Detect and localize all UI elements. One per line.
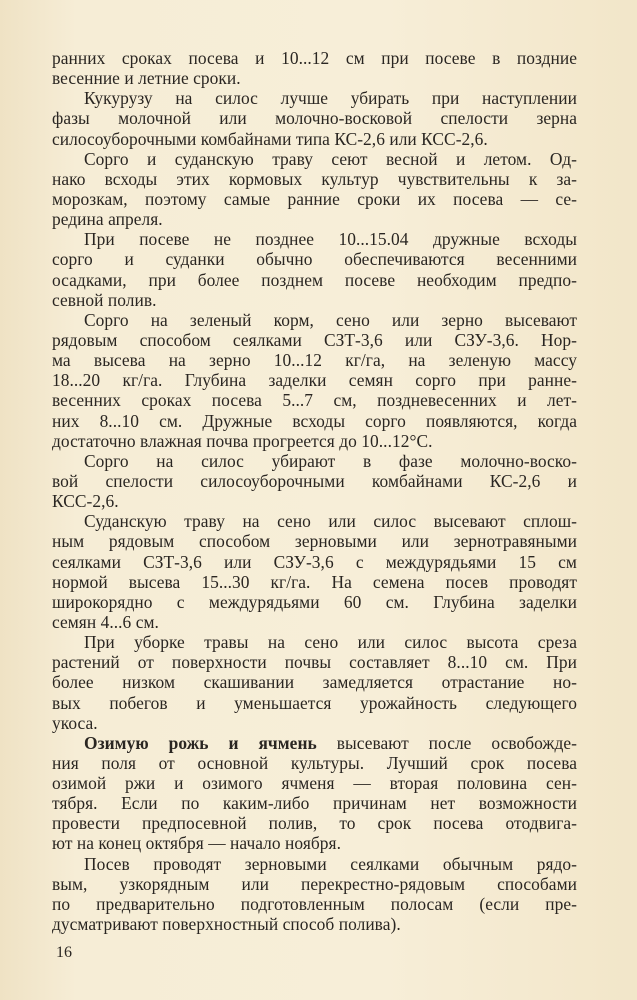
- text-line: провести предпосевной полив, то срок посева отодвига-: [52, 813, 577, 834]
- text-line: севной полив.: [52, 289, 157, 310]
- text-line: ния поля от основной культуры. Лучший срок посева: [52, 752, 577, 773]
- text-line: вой спелости силосоуборочными комбайнами КС-2,6 и: [52, 470, 577, 491]
- text-line: сорго и суданки обычно обеспечиваются весенними: [52, 249, 577, 270]
- text-line: весенних сроках посева 5...7 см, поздневесенних и лет-: [52, 390, 577, 411]
- text-line: тября. Если по каким-либо причинам нет возможности: [52, 793, 577, 814]
- text-line: Посев проводят зерновыми сеялками обычным рядо-: [84, 853, 577, 874]
- text-line: редина апреля.: [52, 209, 163, 230]
- text-line: При посеве не позднее 10...15.04 дружные всходы: [84, 229, 577, 250]
- text-line: ма высева на зерно 10...12 кг/га, на зеленую массу: [52, 350, 577, 371]
- text-line: нако всходы этих кормовых культур чувствительны к за-: [52, 168, 577, 189]
- text-line: Кукурузу на силос лучше убирать при наступлении: [84, 88, 577, 109]
- text-line: весенние и летние сроки.: [52, 68, 241, 89]
- text-line: нормой высева 15...30 кг/га. На семена посев проводят: [52, 571, 577, 592]
- text-line: Сорго на силос убирают в фазе молочно-воско-: [84, 450, 577, 471]
- page-number: 16: [56, 944, 72, 961]
- text-line: ранних сроках посева и 10...12 см при посеве в поздние: [52, 48, 577, 68]
- text-line: Сорго на зеленый корм, сено или зерно высевают: [84, 309, 577, 330]
- text-line: 18...20 кг/га. Глубина заделки семян сорго при ранне-: [52, 370, 577, 391]
- text-line: укоса.: [52, 712, 98, 733]
- text-line: более низком скашивании замедляется отрастание но-: [52, 672, 577, 693]
- text-line: семян 4...6 см.: [52, 611, 159, 632]
- bold-term: Озимую рожь и ячмень: [84, 732, 317, 753]
- text-line: фазы молочной или молочно-восковой спелости зерна: [52, 108, 577, 129]
- text-line: Сорго и суданскую траву сеют весной и летом. Од-: [84, 148, 577, 169]
- text-line: вым, узкорядным или перекрестно-рядовым способами: [52, 873, 577, 894]
- text-line: достаточно влажная почва прогреется до 10...12°С.: [52, 430, 433, 451]
- text-line: сеялками СЗТ-3,6 или СЗУ-3,6 с междурядьями 15 см: [52, 551, 577, 572]
- text-line: осадками, при более позднем посеве необходим предпо-: [52, 269, 577, 290]
- text-line: ют на конец октября — начало ноября.: [52, 833, 341, 854]
- text-line: широкорядно с междурядьями 60 см. Глубина заделки: [52, 591, 577, 612]
- text-line: [52, 733, 577, 753]
- text-line-rest: высевают после освобожде-: [316, 732, 577, 753]
- text-line: озимой ржи и озимого ячменя — вторая половина сен-: [52, 773, 577, 794]
- text-line: морозкам, поэтому самые ранние сроки их посева — се-: [52, 188, 577, 209]
- text-line: по предварительно подготовленным полосам (если пре-: [52, 893, 577, 914]
- body-text: [52, 48, 577, 934]
- text-line: рядовым способом сеялками СЗТ-3,6 или СЗУ-3,6. Нор-: [52, 329, 577, 350]
- text-line: При уборке травы на сено или силос высота среза: [84, 632, 577, 653]
- text-line: силосоуборочными комбайнами типа КС-2,6 или КСС-2,6.: [52, 128, 488, 149]
- text-line: ным рядовым способом зерновыми или зернотравяными: [52, 531, 577, 552]
- text-line: них 8...10 см. Дружные всходы сорго появляются, когда: [52, 410, 577, 431]
- text-line: КСС-2,6.: [52, 491, 119, 512]
- text-line: вых побегов и уменьшается урожайность следующего: [52, 692, 577, 713]
- text-line: дусматривают поверхностный способ полива).: [52, 914, 401, 935]
- text-line: растений от поверхности почвы составляет 8...10 см. При: [52, 652, 577, 673]
- text-line: Суданскую траву на сено или силос высевают сплош-: [84, 511, 577, 532]
